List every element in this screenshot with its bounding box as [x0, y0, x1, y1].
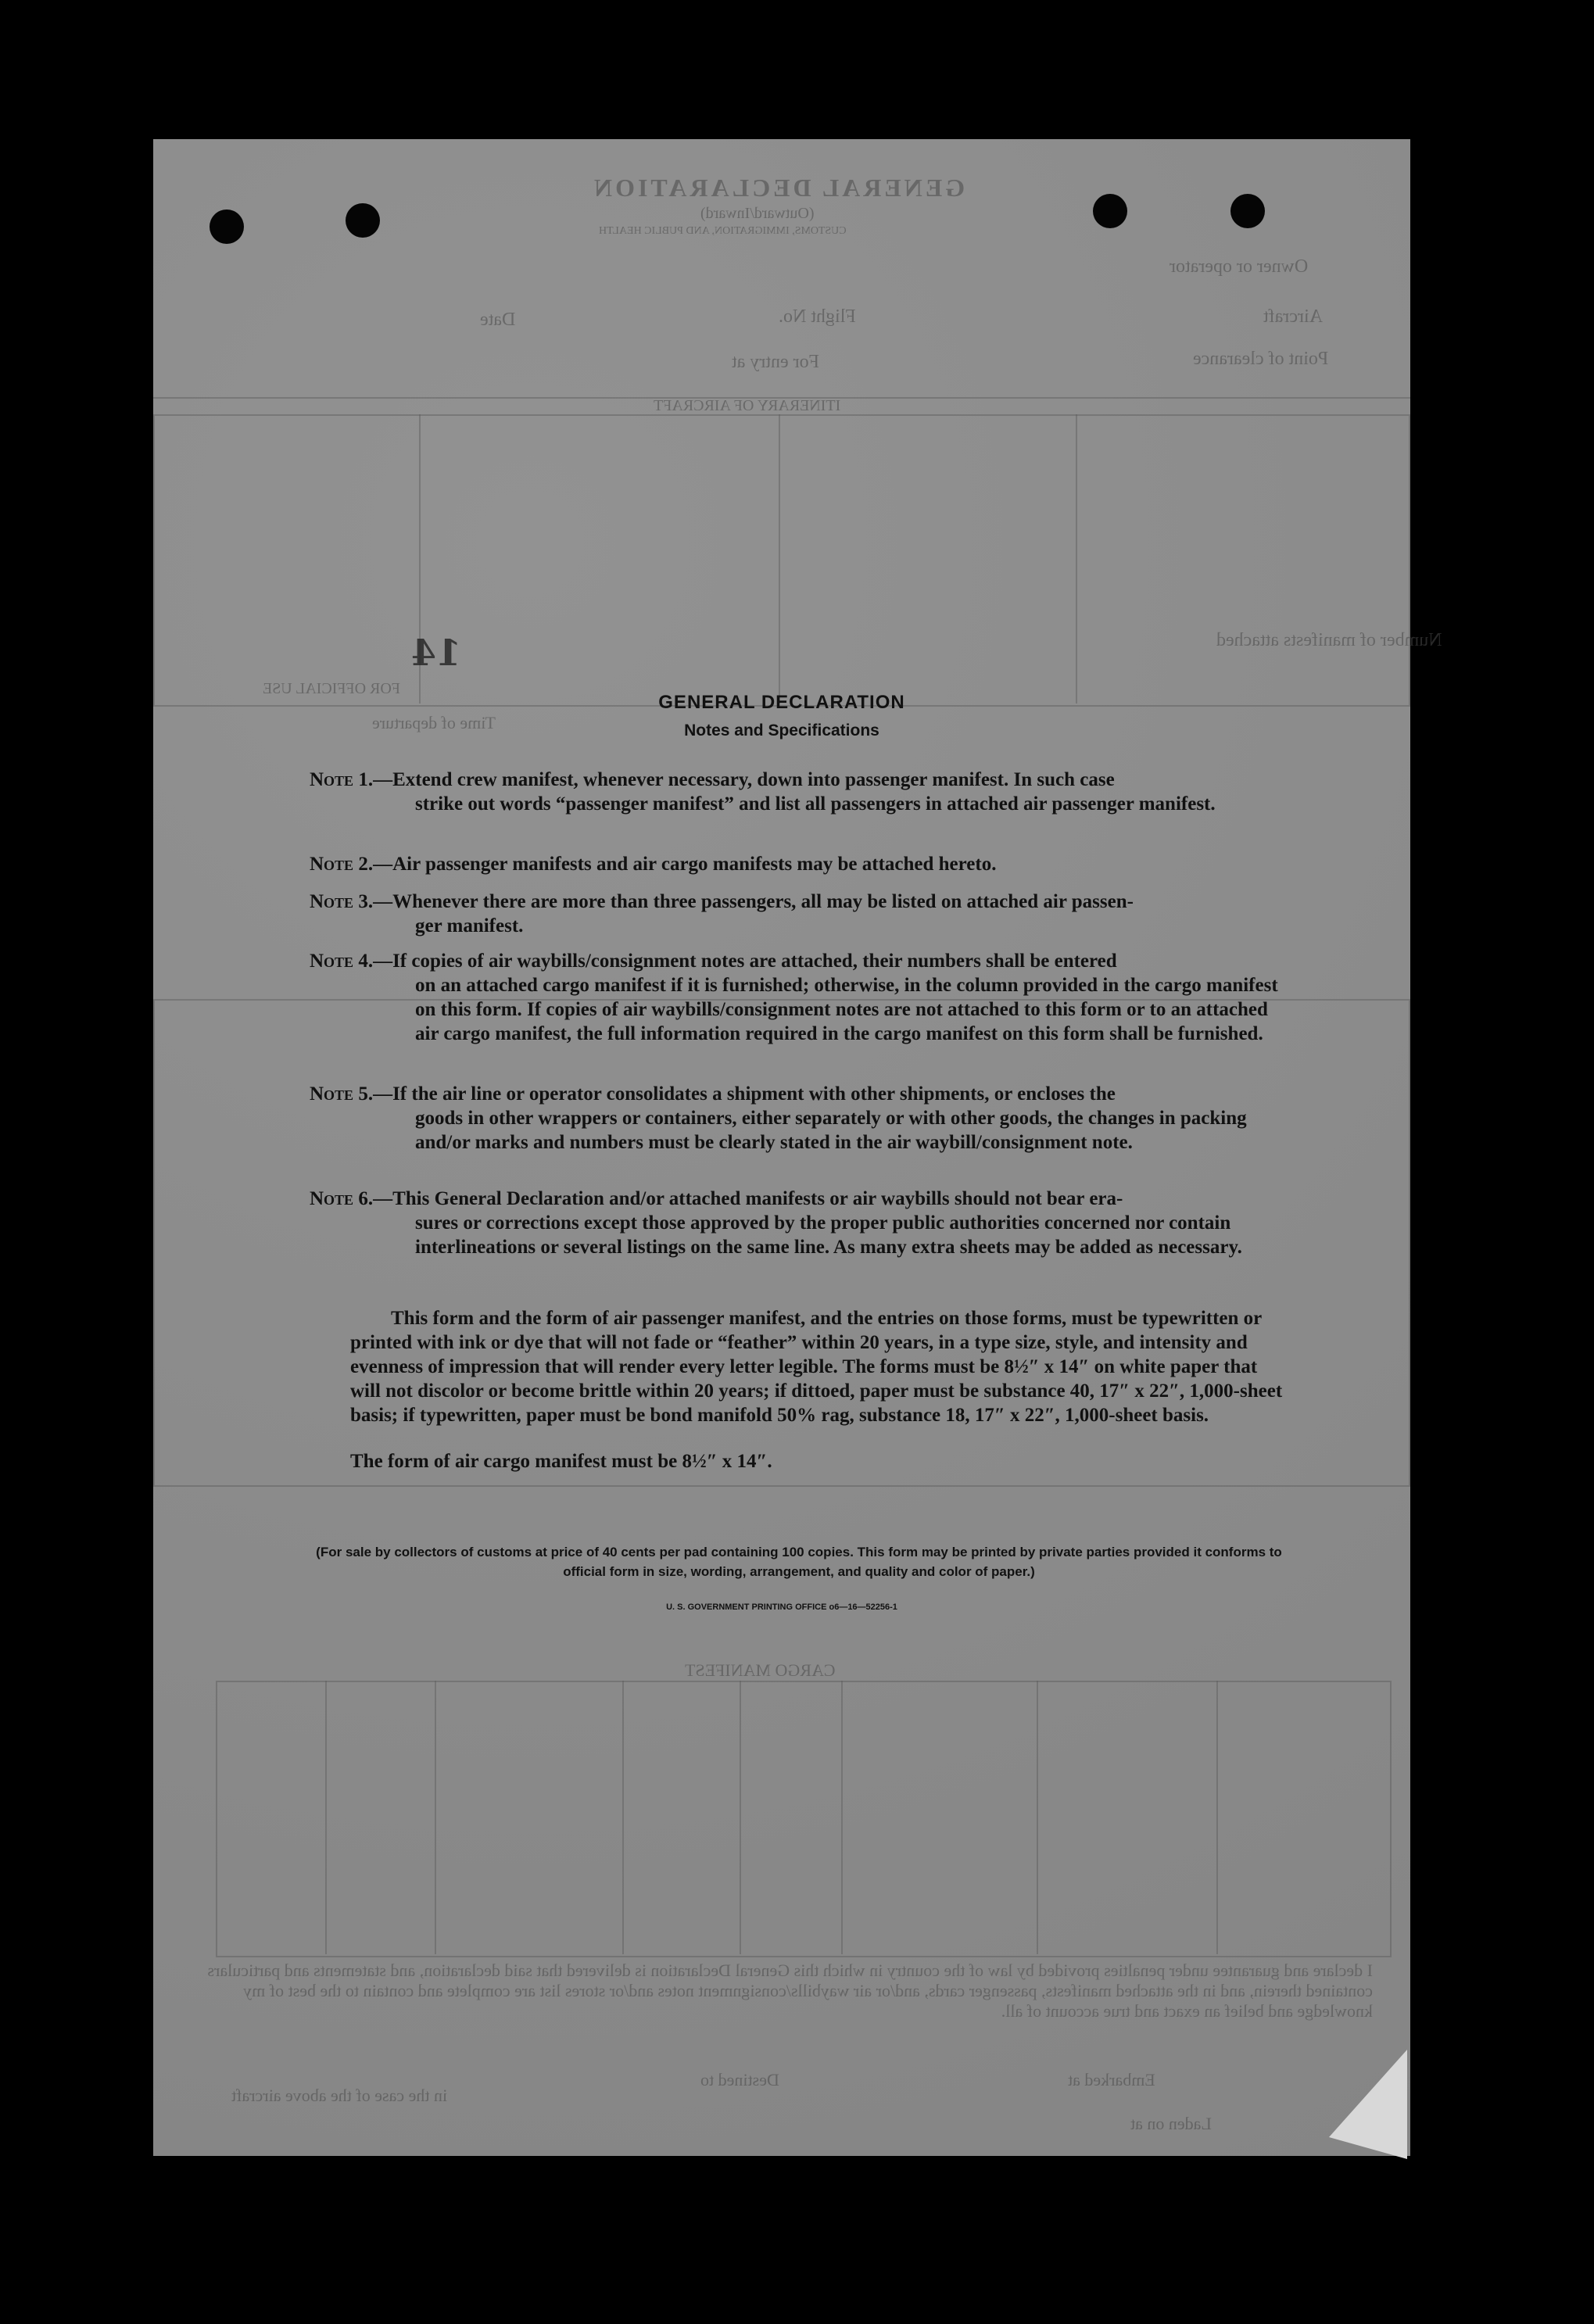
note-3-first-line: —Whenever there are more than three passengers, all may be listed on attached air passen- — [373, 891, 1134, 912]
gpo-imprint: U. S. GOVERNMENT PRINTING OFFICE o6—16—52256-1 — [666, 1602, 897, 1612]
note-6 — [310, 1187, 1290, 1259]
cargo-manifest-size-text: The form of air cargo manifest must be 8½″ x 14″. — [350, 1451, 772, 1472]
bleed-cargo-col-1 — [325, 1681, 327, 1954]
form-specification-paragraph — [350, 1306, 1290, 1427]
bleed-above-aircraft: in the case of the above aircraft — [231, 2086, 448, 2105]
bleed-cargo-col-2 — [435, 1681, 436, 1954]
note-5-first-line: —If the air line or operator consolidates a shipment with other shipments, or encloses the — [373, 1083, 1116, 1105]
declaration-title: GENERAL DECLARATION — [658, 692, 905, 713]
bleed-cargo-col-7 — [1216, 1681, 1218, 1954]
folded-corner — [1329, 2050, 1407, 2159]
note-3-body: ger manifest. — [415, 915, 524, 936]
punch-hole-left-2 — [346, 203, 380, 238]
bleed-entry-label: For entry at — [732, 352, 819, 372]
bleed-manifests-label: Number of manifests attached — [1216, 630, 1442, 650]
bleed-cargo-col-4 — [740, 1681, 741, 1954]
bleed-header-title: GENERAL DECLARATION — [591, 174, 965, 202]
bleed-itinerary-col-2 — [779, 414, 780, 704]
bleed-laden: Laden on at — [1130, 2114, 1212, 2133]
form-specification-text: This form and the form of air passenger manifest, and the entries on those forms, must be typewritten or printed with ink or dye that will not fade or “feather” within 20 years, in a type size, style, and intensity and evenness of impression that will render every letter legible. The forms must be 8½″ x 14″ on white paper that will not discolor or become brittle within 20 years; if dittoed, paper must be substance 40, 17″ x 22″, 1,000-sheet basis; if typewritten, paper must be bond manifold 50% rag, substance 18, 17″ x 22″, 1,000-sheet basis. — [350, 1308, 1283, 1426]
bleed-itinerary: ITINERARY OF AIRCRAFT — [654, 397, 841, 414]
bleed-cargo-col-3 — [622, 1681, 624, 1954]
bleed-cargo-table — [216, 1681, 1392, 1957]
bleed-date-label: Date — [480, 310, 516, 330]
bleed-declare-text: I declare and guarantee under penalties provided by law of the country in which this General Declaration is delivered that said declaration, and statements and particulars contained therein, and in the attached manifests, passenger cards, and/or air waybills/consignment notes and/or stores list are complete and contain to the best of my knowledge and belief an exact and true account of all. — [207, 1961, 1373, 2021]
cargo-manifest-size-line — [350, 1449, 1290, 1474]
note-1-body: strike out words “passenger manifest” and list all passengers in attached air passenger manifest. — [415, 793, 1216, 815]
note-1 — [310, 768, 1290, 816]
note-2 — [310, 852, 1290, 876]
note-4 — [310, 949, 1290, 1046]
note-6-label: Note 6. — [310, 1188, 374, 1209]
note-5-label: Note 5. — [310, 1083, 374, 1105]
note-6-first-line: —This General Declaration and/or attached manifests or air waybills should not bear era- — [373, 1188, 1123, 1209]
bleed-header-sub: (Outward/Inward) — [700, 205, 815, 222]
note-2-first-line: —Air passenger manifests and air cargo manifests may be attached hereto. — [373, 854, 997, 875]
bleed-owner-label: Owner or operator — [1170, 256, 1309, 277]
punch-hole-right-1 — [1093, 194, 1127, 228]
bleed-itinerary-table — [153, 414, 1410, 707]
bleed-destined: Destined to — [700, 2070, 779, 2089]
bleed-time-departure: Time of departure — [372, 713, 496, 732]
bleed-agencies: CUSTOMS, IMMIGRATION, AND PUBLIC HEALTH — [599, 225, 847, 237]
bleed-aircraft-label: Aircraft — [1263, 306, 1323, 327]
punch-hole-left-1 — [210, 209, 244, 244]
note-4-label: Note 4. — [310, 951, 374, 972]
document-sheet — [153, 139, 1442, 2156]
note-4-first-line: —If copies of air waybills/consignment notes are attached, their numbers shall be entered — [373, 951, 1117, 972]
bleed-itinerary-col-3 — [1076, 414, 1077, 704]
bleed-cargo-manifest: CARGO MANIFEST — [685, 1660, 836, 1680]
punch-hole-right-2 — [1230, 194, 1265, 228]
note-4-body: on an attached cargo manifest if it is furnished; otherwise, in the column provided in the cargo manifest on this form. If copies of air waybills/consignment notes are not attached to this form or to an attached air cargo manifest, the full information required in the cargo manifest on this form shall be furnished. — [415, 975, 1278, 1044]
note-2-label: Note 2. — [310, 854, 374, 875]
note-3-label: Note 3. — [310, 891, 374, 912]
handwritten-manifest-count: 14 — [411, 632, 462, 674]
bleed-clearance-label: Point of clearance — [1193, 349, 1329, 369]
bleed-cargo-col-5 — [841, 1681, 843, 1954]
note-1-label: Note 1. — [310, 769, 374, 790]
note-3 — [310, 890, 1290, 938]
note-5-body: goods in other wrappers or containers, either separately or with other goods, the changes in packing and/or marks and numbers must be clearly stated in the air waybill/consignment note. — [415, 1108, 1247, 1153]
bleed-embarked: Embarked at — [1068, 2070, 1155, 2089]
declaration-subtitle: Notes and Specifications — [684, 722, 879, 739]
note-5 — [310, 1082, 1290, 1155]
note-1-first-line: —Extend crew manifest, whenever necessary, down into passenger manifest. In such case — [373, 769, 1115, 790]
bleed-flight-label: Flight No. — [779, 306, 856, 327]
note-6-body: sures or corrections except those approved by the proper public authorities concerned nor contain interlineations or several listings on the same line. As many extra sheets may be added as necessary. — [415, 1212, 1242, 1258]
bleed-cargo-col-6 — [1037, 1681, 1038, 1954]
bleed-official-use: FOR OFFICIAL USE — [263, 680, 400, 697]
sale-note: (For sale by collectors of customs at price of 40 cents per pad containing 100 copies. This form may be printed by private parties provided it conforms to official form in size, wording, arrangement, and quality and color of paper.) — [316, 1545, 1282, 1579]
